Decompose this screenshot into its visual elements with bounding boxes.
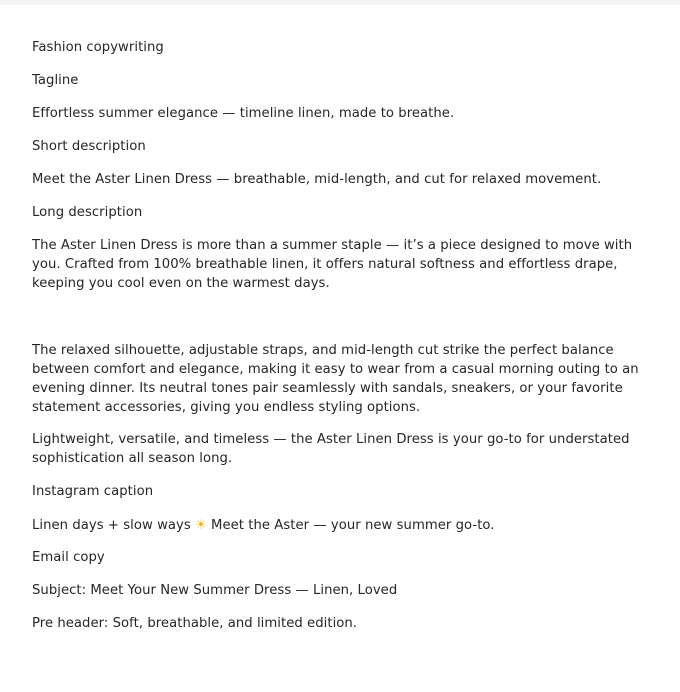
long-description-paragraph-1: The Aster Linen Dress is more than a summer staple — it’s a piece designed to move with you. Crafted from 100% breathable linen, it offers natural softness and effortless drape, keeping you cool even on the warmest days. <box>32 238 633 291</box>
document-title: Fashion copywriting <box>32 40 164 55</box>
long-description-label: Long description <box>32 205 143 220</box>
top-strip <box>0 0 680 5</box>
instagram-caption-after: Meet the Aster — your new summer go-to. <box>211 518 495 533</box>
short-description-label: Short description <box>32 139 146 154</box>
instagram-caption-before: Linen days + slow ways <box>32 518 191 533</box>
tagline-text: Effortless summer elegance — timeline linen, made to breathe. <box>32 106 455 121</box>
instagram-caption-text <box>32 516 495 535</box>
email-subject: Subject: Meet Your New Summer Dress — Linen, Loved <box>32 583 398 598</box>
email-preheader: Pre header: Soft, breathable, and limited edition. <box>32 616 358 631</box>
long-description-paragraph-2: The relaxed silhouette, adjustable straps, and mid-length cut strike the perfect balance between comfort and elegance, making it easy to wear from a casual morning outing to an evening dinner. Its neutral tones pair seamlessly with sandals, sneakers, or your favorite statement accessories, giving you endless styling options. <box>32 343 639 415</box>
long-description-paragraph-3: Lightweight, versatile, and timeless — the Aster Linen Dress is your go-to for understated sophistication all season long. <box>32 432 630 466</box>
short-description-text: Meet the Aster Linen Dress — breathable, mid-length, and cut for relaxed movement. <box>32 172 602 187</box>
email-copy-label: Email copy <box>32 550 105 565</box>
instagram-caption-label: Instagram caption <box>32 484 154 499</box>
tagline-label: Tagline <box>32 73 79 88</box>
sun-icon: ☀ <box>195 518 207 533</box>
